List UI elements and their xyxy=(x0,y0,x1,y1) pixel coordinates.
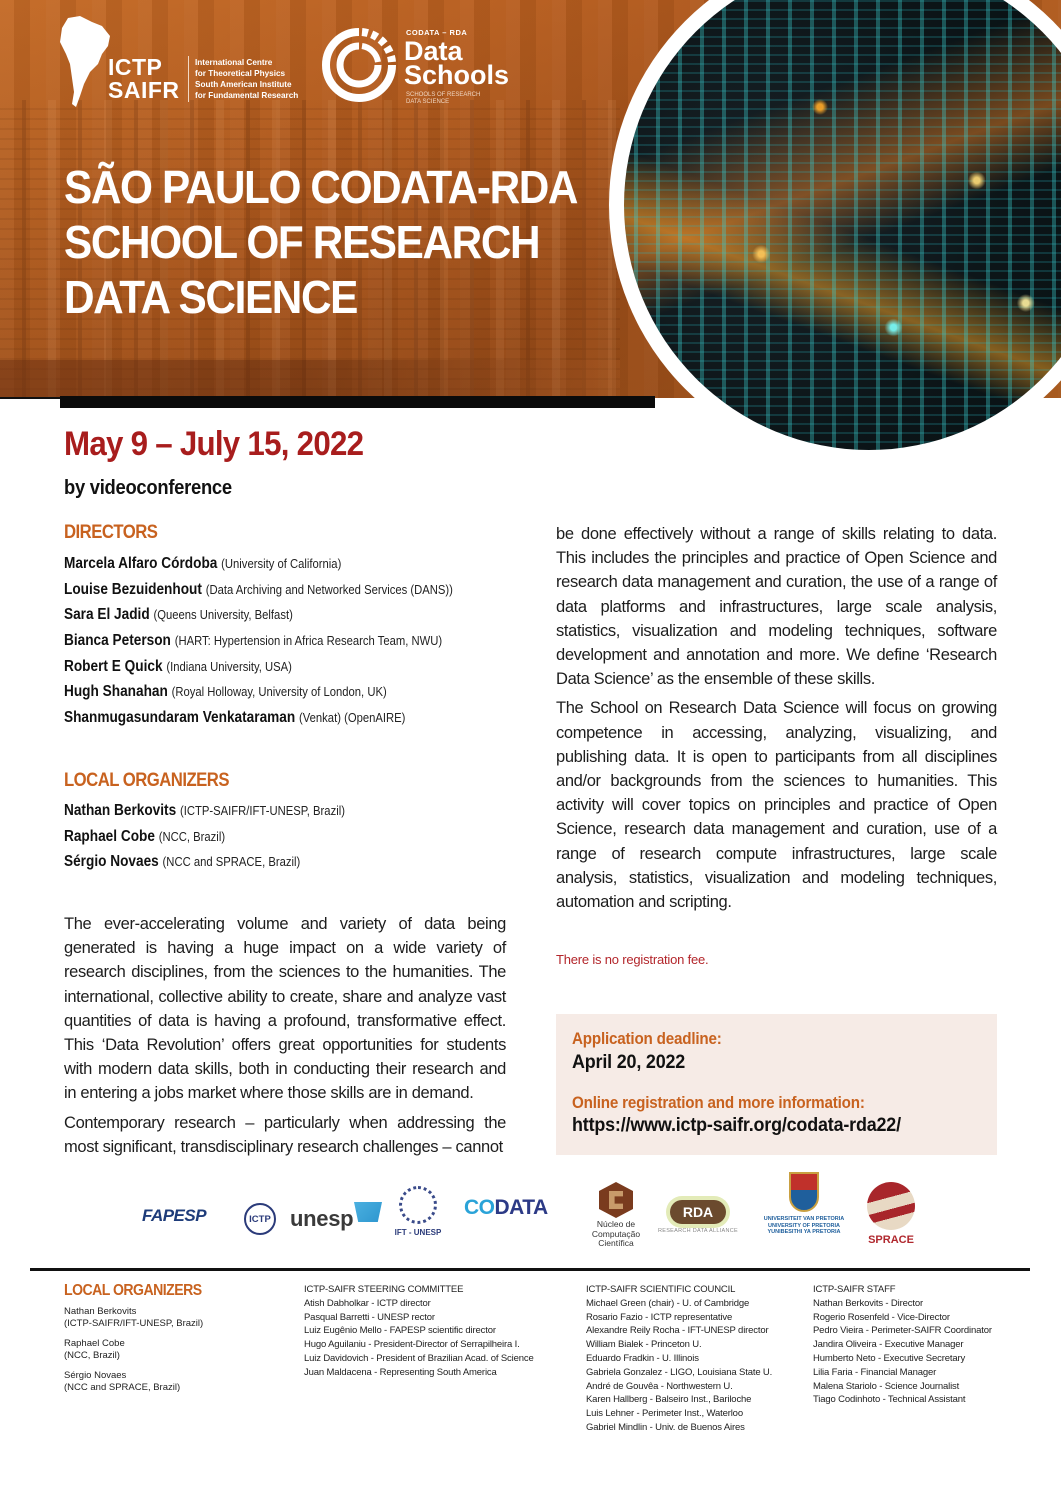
list-item: Luis Lehner - Perimeter Inst., Waterloo xyxy=(586,1408,743,1420)
scientific-council xyxy=(586,1283,772,1435)
local-organizers-list xyxy=(64,800,534,877)
footer-local-organizers-list xyxy=(64,1306,294,1402)
directors-heading: DIRECTORS xyxy=(64,522,158,543)
ictp-saifr-logo xyxy=(58,14,308,110)
list-item: Raphael Cobe (NCC, Brazil) xyxy=(64,827,226,845)
rda-logo: RDA RESEARCH DATA ALLIANCE xyxy=(660,1200,736,1234)
list-item: Rosario Fazio - ICTP representative xyxy=(586,1311,733,1323)
list-item: Raphael Cobe (NCC, Brazil) xyxy=(64,1338,125,1361)
list-item: Michael Green (chair) - U. of Cambridge xyxy=(586,1297,750,1309)
list-item: Sérgio Novaes (NCC and SPRACE, Brazil) xyxy=(64,853,301,871)
ift-unesp-logo: IFT - UNESP xyxy=(388,1186,448,1237)
list-item: Atish Dabholkar - ICTP director xyxy=(304,1297,431,1309)
page-title: SÃO PAULO CODATA-RDA SCHOOL OF RESEARCH DATA SCIENCE xyxy=(64,161,578,323)
list-item: Nathan Berkovits (ICTP-SAIFR/IFT-UNESP, Brazil) xyxy=(64,802,345,819)
steering-committee xyxy=(304,1283,534,1380)
list-item: Gabriela Gonzalez - LIGO, Louisiana State U. xyxy=(586,1366,773,1378)
registration-link[interactable]: https://www.ictp-saifr.org/codata-rda22/ xyxy=(572,1114,901,1136)
list-item: Robert E Quick (Indiana University, USA) xyxy=(64,657,292,675)
pretoria-crest-icon xyxy=(789,1172,819,1212)
ictp-saifr-description: International Centre for Theoretical Physics South American Institute for Fundamental Research xyxy=(195,58,299,100)
unesp-triangles-icon xyxy=(354,1202,382,1222)
list-item: Tiago Codinhoto - Technical Assistant xyxy=(813,1394,966,1406)
registration-fee-note: There is no registration fee. xyxy=(556,952,709,967)
header-rule-thin xyxy=(0,397,60,399)
list-item: Pasqual Barretti - UNESP rector xyxy=(304,1311,435,1323)
list-item: William Bialek - Princeton U. xyxy=(586,1339,702,1351)
list-item: Bianca Peterson (HART: Hypertension in Africa Research Team, NWU) xyxy=(64,632,443,650)
data-schools-tagline: CODATA – RDA xyxy=(406,28,468,37)
fapesp-logo: FAPESP xyxy=(142,1206,207,1225)
sponsor-logos xyxy=(0,1170,1061,1260)
university-of-pretoria-logo: UNIVERSITEIT VAN PRETORIA UNIVERSITY OF PRETORIA YUNIBESITHI YA PRETORIA xyxy=(756,1172,852,1236)
list-item: Luiz Eugênio Mello - FAPESP scientific director xyxy=(304,1325,496,1337)
list-item: Malena Stariolo - Science Journalist xyxy=(813,1380,960,1392)
data-schools-wordmark: Data Schools xyxy=(404,36,510,90)
codata-logo: CODATA xyxy=(464,1196,548,1219)
ncc-logo: Núcleo de Computação Científica xyxy=(588,1182,644,1249)
list-item: Luiz Davidovich - President of Brazilian Acad. of Science xyxy=(304,1352,534,1364)
list-item: Pedro Vieira - Perimeter-SAIFR Coordinator xyxy=(813,1325,992,1337)
list-item: Alexandre Reily Rocha - IFT-UNESP director xyxy=(586,1325,769,1337)
list-item: André de Gouvêa - Northwestern U. xyxy=(586,1380,733,1392)
list-item: Hugh Shanahan (Royal Holloway, University of London, UK) xyxy=(64,683,387,701)
staff-heading: ICTP-SAIFR STAFF xyxy=(813,1284,896,1295)
data-schools-subtitle: SCHOOLS OF RESEARCH DATA SCIENCE xyxy=(406,92,481,105)
list-item: Jandira Oliveira - Executive Manager xyxy=(813,1339,964,1351)
ift-dots-icon xyxy=(399,1186,437,1224)
description-right xyxy=(556,522,997,919)
list-item: Karen Hallberg - Balseiro Inst., Bariloche xyxy=(586,1394,752,1406)
list-item: Lilia Faria - Financial Manager xyxy=(813,1366,937,1378)
ictp-saifr-wordmark: ICTP SAIFR xyxy=(108,54,180,103)
data-schools-mark-icon xyxy=(320,26,398,104)
paragraph: be done effectively without a range of skills relating to data. This includes the principles and practice of Open Science and research data management and curation, the use of a range of data platforms and infrastructures, large scale analysis, statistics, visualization and modeling techniques, software development and annotation and more. We define ‘Research Data Science’ as the ensemble of these skills. xyxy=(556,525,997,689)
list-item: Shanmugasundaram Venkataraman (Venkat) (OpenAIRE) xyxy=(64,709,406,727)
list-item: Gabriel Mindlin - Univ. de Buenos Aires xyxy=(586,1421,745,1433)
list-item: Marcela Alfaro Córdoba (University of California) xyxy=(64,555,342,572)
footer-local-organizers-heading: LOCAL ORGANIZERS xyxy=(64,1282,202,1299)
deadline-value: April 20, 2022 xyxy=(572,1051,686,1073)
steering-committee-heading: ICTP-SAIFR STEERING COMMITTEE xyxy=(304,1284,464,1295)
footer-divider xyxy=(30,1268,1030,1271)
list-item: Nathan Berkovits - Director xyxy=(813,1297,923,1309)
deadline-label: Application deadline: xyxy=(572,1030,722,1048)
local-organizers-heading: LOCAL ORGANIZERS xyxy=(64,770,229,791)
data-schools-logo xyxy=(320,24,530,110)
event-dates: May 9 – July 15, 2022 xyxy=(64,425,364,463)
header-rule-thick xyxy=(60,396,655,408)
paragraph: Contemporary research – particularly when addressing the most significant, transdisciplinary research challenges – cannot xyxy=(64,1113,506,1156)
list-item: Juan Maldacena - Representing South America xyxy=(304,1366,497,1378)
list-item: Nathan Berkovits (ICTP-SAIFR/IFT-UNESP, Brazil) xyxy=(64,1306,204,1329)
list-item: Sara El Jadid (Queens University, Belfast) xyxy=(64,606,293,624)
staff-list xyxy=(813,1283,992,1407)
event-mode: by videoconference xyxy=(64,477,232,499)
list-item: Hugo Aguilaniu - President-Director of Serrapilheira I. xyxy=(304,1339,520,1351)
list-item: Eduardo Fradkin - U. Illinois xyxy=(586,1352,699,1364)
list-item: Rogerio Rosenfeld - Vice-Director xyxy=(813,1311,950,1323)
south-america-map-icon xyxy=(58,14,113,109)
ictp-logo: ICTP xyxy=(244,1203,276,1235)
logo-divider xyxy=(188,56,189,102)
description-left xyxy=(64,912,506,1164)
ncc-hexagon-icon xyxy=(599,1182,633,1218)
list-item: Louise Bezuidenhout (Data Archiving and Networked Services (DANS)) xyxy=(64,580,453,598)
paragraph: The ever-accelerating volume and variety of data being generated is having a huge impact on a wide variety of research disciplines, from the sciences to the humanities. The international, collective ability to create, share and analyze vast quantities of data is having a profound, transformative effect. This ‘Data Revolution’ offers great opportunities for students with modern data skills, both in conducting their research and in entering a jobs market where those skills are in demand. xyxy=(64,915,506,1103)
directors-list xyxy=(64,553,534,733)
list-item: Humberto Neto - Executive Secretary xyxy=(813,1352,966,1364)
unesp-logo: unesp xyxy=(290,1206,354,1231)
list-item: Sérgio Novaes (NCC and SPRACE, Brazil) xyxy=(64,1370,181,1393)
scientific-council-heading: ICTP-SAIFR SCIENTIFIC COUNCIL xyxy=(586,1284,736,1295)
application-info-box xyxy=(556,1014,997,1155)
paragraph: The School on Research Data Science will focus on growing competence in accessing, analyzing, visualizing, and publishing data. It is open to participants from all disciplines and/or backgrounds from the sciences to humanities. This activity will cover topics on principles and practice of Open Science, research data management and curation, use of a range of research compute infrastructures, large scale analysis, statistics, visualization and modeling techniques, automation and scripting. xyxy=(556,699,997,912)
sprace-sphere-icon xyxy=(867,1182,915,1230)
sprace-logo: SPRACE xyxy=(858,1182,924,1246)
registration-info-label: Online registration and more information: xyxy=(572,1094,865,1112)
